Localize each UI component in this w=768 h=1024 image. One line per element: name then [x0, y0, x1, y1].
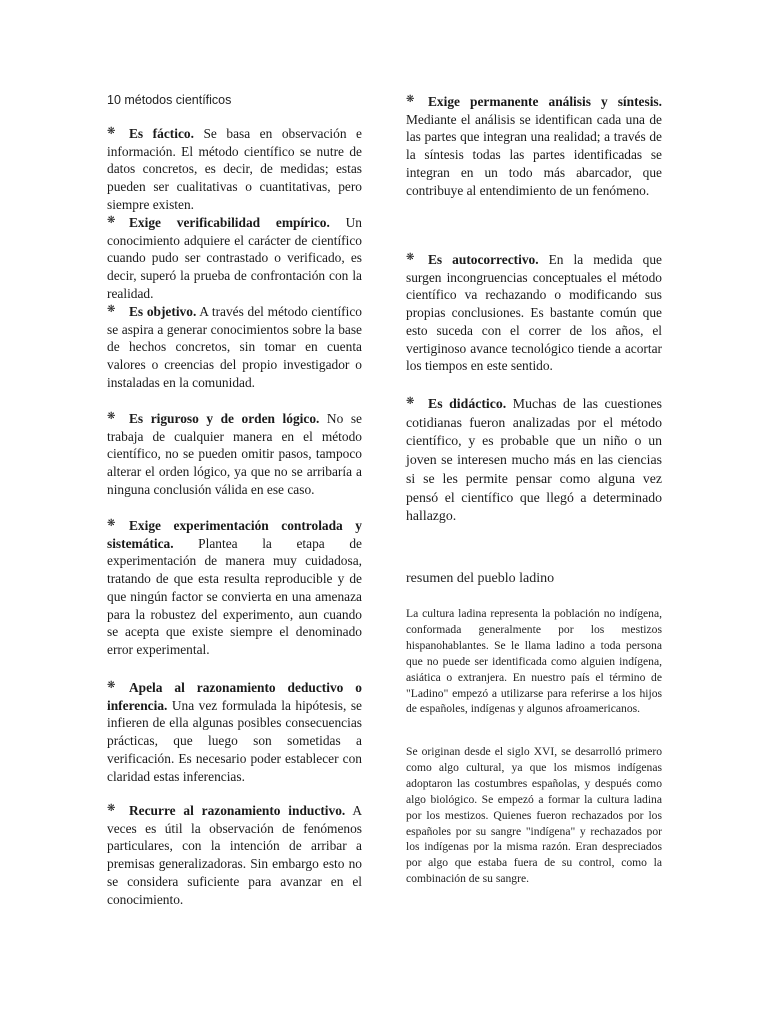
method-text: Un conocimiento adquiere el carácter de científico cuando pudo ser contrastado o verificado, es decir, superó la prueba de confrontación con la realidad.	[107, 215, 362, 301]
method-text: A través del método científico se aspira a generar conocimientos sobre la base de hechos concretos, sin tomar en cuenta valores o creencias del propio investigador o instaladas en la comunidad.	[107, 304, 362, 390]
method-item	[406, 93, 662, 199]
method-item	[107, 517, 362, 659]
method-item	[107, 802, 362, 908]
method-heading: Exige permanente análisis y síntesis.	[428, 94, 662, 109]
flower-bullet-icon: ❋	[107, 803, 116, 814]
method-item	[107, 410, 362, 499]
ladino-section-title: resumen del pueblo ladino	[406, 571, 555, 586]
method-heading: Exige verificabilidad empírico.	[129, 215, 330, 230]
method-heading: Es fáctico.	[129, 126, 194, 141]
method-text: Plantea la etapa de experimentación de manera muy cuidadosa, tratando de que esta resulta reproducible y de que ningún factor se convierta en una amenaza para la robustez del experimento, aun cuando se acepta que existe siempre el denominado error experimental.	[107, 535, 362, 657]
flower-bullet-icon: ❋	[107, 411, 116, 422]
method-heading: Es objetivo.	[129, 304, 197, 319]
ladino-paragraph: Se originan desde el siglo XVI, se desarrolló primero como algo cultural, ya que los mismos indígenas adoptaron las costumbres españolas, y después como algo biológico. Se empezó a formar la cultura ladina por los mestizos. Quienes fueron rechazados por los españoles por su sangre "indígena" y rechazados por los indígenas por la misma razón. Eran despreciados por algo que estaba fuera de su control, como la combinación de su sangre.	[406, 745, 662, 886]
method-heading: Recurre al razonamiento inductivo.	[129, 803, 346, 818]
flower-bullet-icon: ❋	[107, 304, 116, 315]
method-text: Se basa en observación e información. El método científico se nutre de datos concretos, es decir, de medidas; estas pueden ser cualitativas o cuantitativas, pero siempre existen.	[107, 126, 362, 212]
ladino-paragraph: La cultura ladina representa la población no indígena, conformada generalmente por los mestizos hispanohablantes. Se le llama ladino a toda persona que no puede ser identificada como alguien indígena, asiática o extranjera. En nuestro país el término de "Ladino" empezó a utilizarse para referirse a los hijos de españoles, indígenas y algunos afroamericanos.	[406, 607, 662, 716]
document-title: 10 métodos científicos	[107, 93, 232, 107]
method-heading: Es autocorrectivo.	[428, 252, 539, 267]
method-item	[107, 214, 362, 303]
flower-bullet-icon: ❋	[107, 215, 116, 226]
method-heading: Es riguroso y de orden lógico.	[129, 411, 320, 426]
method-text: Muchas de las cuestiones cotidianas fueron analizadas por el método científico, y es probable que un niño o un joven se interesen mucho más en las ciencias si se les permite pensar como alguna vez pensó el científico que llegó a determinado hallazgo.	[406, 396, 662, 524]
flower-bullet-icon: ❋	[107, 518, 116, 529]
flower-bullet-icon: ❋	[107, 126, 116, 137]
method-heading: Exige experimentación controlada y sistemática.	[107, 518, 362, 551]
method-item	[107, 679, 362, 785]
method-text: En la medida que surgen incongruencias conceptuales el método científico va rechazando o modificando sus propias conclusiones. Es bastante común que esto suceda con el correr de los años, el vertiginoso avance tecnológico tiende a acortar los tiempos en este sentido.	[406, 252, 662, 374]
method-text: No se trabaja de cualquier manera en el método científico, no se pueden omitir pasos, tampoco alterar el orden lógico, ya que no se arribaría a ninguna conclusión válida en ese caso.	[107, 411, 362, 497]
method-heading: Es didáctico.	[428, 396, 507, 411]
flower-bullet-icon: ❋	[107, 680, 116, 691]
method-text: Mediante el análisis se identifican cada una de las partes que integran una realidad; a través de la síntesis todas las partes identificadas se integran en un todo más abarcador, que contribuye al entendimiento de un fenómeno.	[406, 111, 662, 198]
method-text: A veces es útil la observación de fenómenos particulares, con la intención de arribar a premisas generalizadoras. Sin embargo esto no se considera suficiente para avanzar en el conocimiento.	[107, 803, 362, 907]
method-item	[406, 251, 662, 375]
method-item	[107, 303, 362, 392]
flower-bullet-icon: ❋	[406, 396, 415, 407]
flower-bullet-icon: ❋	[406, 252, 415, 263]
method-text: Una vez formulada la hipótesis, se infieren de ella algunas posibles consecuencias prácticas, que luego son sometidas a verificación. Es necesario poder establecer con claridad estas inferencias.	[107, 697, 362, 784]
method-item	[107, 125, 362, 214]
flower-bullet-icon: ❋	[406, 94, 415, 105]
method-item	[406, 395, 662, 526]
method-heading: Apela al razonamiento deductivo o inferencia.	[107, 680, 362, 713]
